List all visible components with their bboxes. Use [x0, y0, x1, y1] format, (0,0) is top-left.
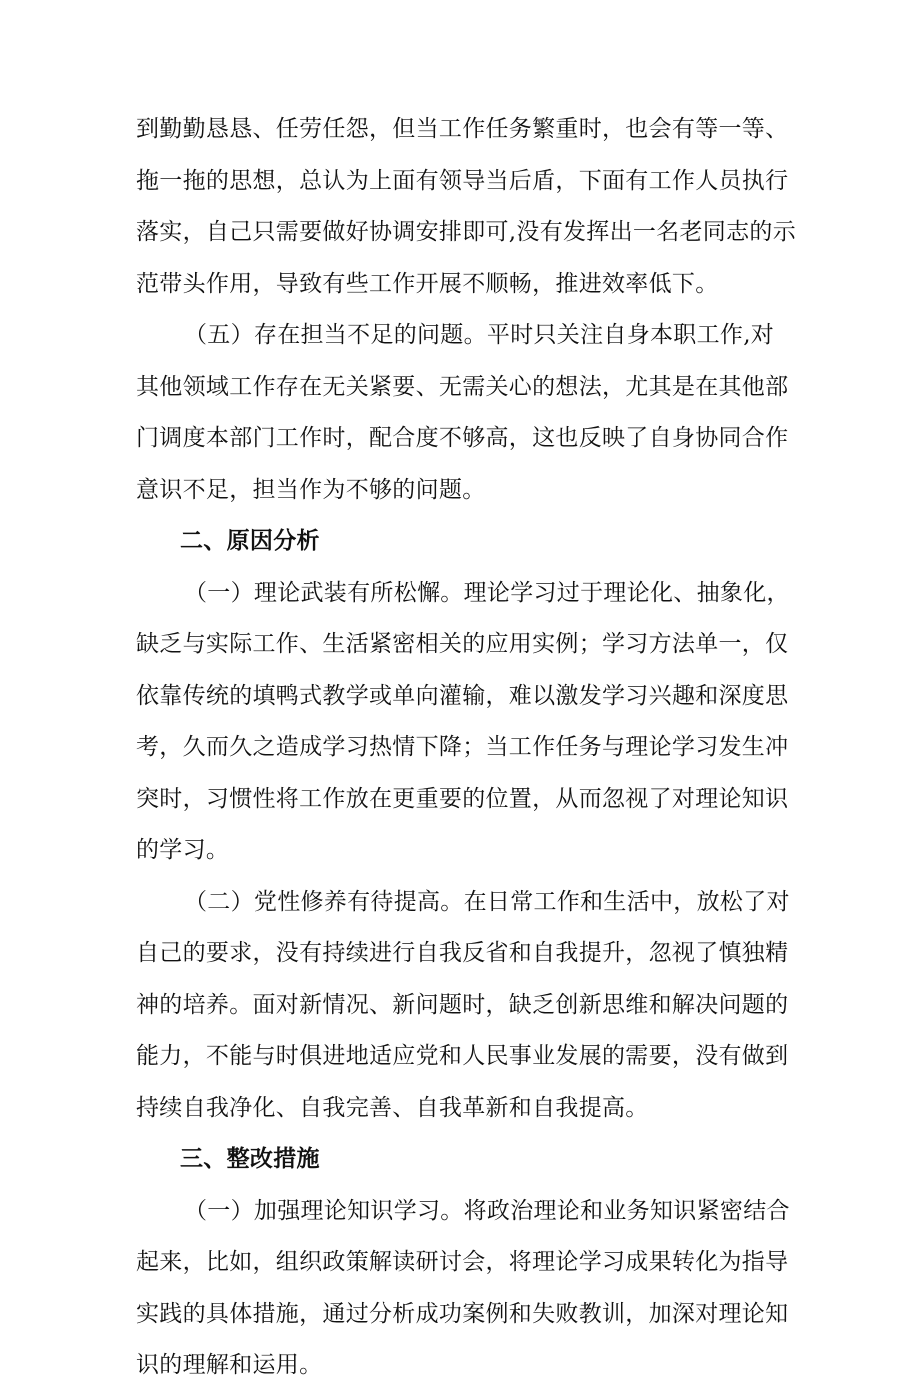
paragraph-line: 实践的具体措施，通过分析成功案例和失败教训，加深对理论知 [136, 1300, 789, 1327]
paragraph-line: 的学习。 [136, 837, 230, 863]
paragraph-line: 范带头作用，导致有些工作开展不顺畅，推进效率低下。 [136, 270, 719, 297]
section-heading: 三、整改措施 [180, 1146, 320, 1172]
paragraph-line: 到勤勤恳恳、任劳任怨，但当工作任务繁重时，也会有等一等、 [136, 116, 789, 142]
paragraph-line: 意识不足，担当作为不够的问题。 [136, 476, 486, 503]
document-body [136, 104, 800, 1392]
section-heading: 二、原因分析 [180, 528, 320, 554]
paragraph-line: 落实，自己只需要做好协调安排即可,没有发挥出一名老同志的示 [136, 219, 797, 245]
paragraph-line: 神的培养。面对新情况、新问题时，缺乏创新思维和解决问题的 [136, 991, 789, 1018]
paragraph-line: 其他领域工作存在无关紧要、无需关心的想法，尤其是在其他部 [136, 373, 789, 400]
paragraph-line: 持续自我净化、自我完善、自我革新和自我提高。 [136, 1094, 649, 1121]
paragraph-line: （二）党性修养有待提高。在日常工作和生活中，放松了对 [184, 888, 790, 915]
paragraph-line: 门调度本部门工作时，配合度不够高，这也反映了自身协同合作 [136, 425, 789, 451]
paragraph-line: 突时，习惯性将工作放在更重要的位置，从而忽视了对理论知识 [136, 785, 789, 812]
paragraph-line: 起来，比如，组织政策解读研讨会，将理论学习成果转化为指导 [136, 1249, 789, 1275]
paragraph-line: 缺乏与实际工作、生活紧密相关的应用实例；学习方法单一，仅 [136, 631, 789, 657]
paragraph-line: 识的理解和运用。 [136, 1352, 323, 1378]
paragraph-line: 自己的要求，没有持续进行自我反省和自我提升，忽视了慎独精 [136, 940, 789, 966]
paragraph-line: 拖一拖的思想，总认为上面有领导当后盾，下面有工作人员执行 [136, 167, 789, 194]
paragraph-line: 依靠传统的填鸭式教学或单向灌输，难以激发学习兴趣和深度思 [136, 682, 789, 709]
paragraph-line: （一）加强理论知识学习。将政治理论和业务知识紧密结合 [184, 1197, 790, 1224]
paragraph-line: （五）存在担当不足的问题。平时只关注自身本职工作,对 [184, 322, 775, 348]
paragraph-line: 考，久而久之造成学习热情下降；当工作任务与理论学习发生冲 [136, 734, 789, 760]
paragraph-line: 能力，不能与时俱进地适应党和人民事业发展的需要，没有做到 [136, 1043, 789, 1069]
paragraph-line: （一）理论武装有所松懈。理论学习过于理论化、抽象化， [184, 579, 790, 606]
